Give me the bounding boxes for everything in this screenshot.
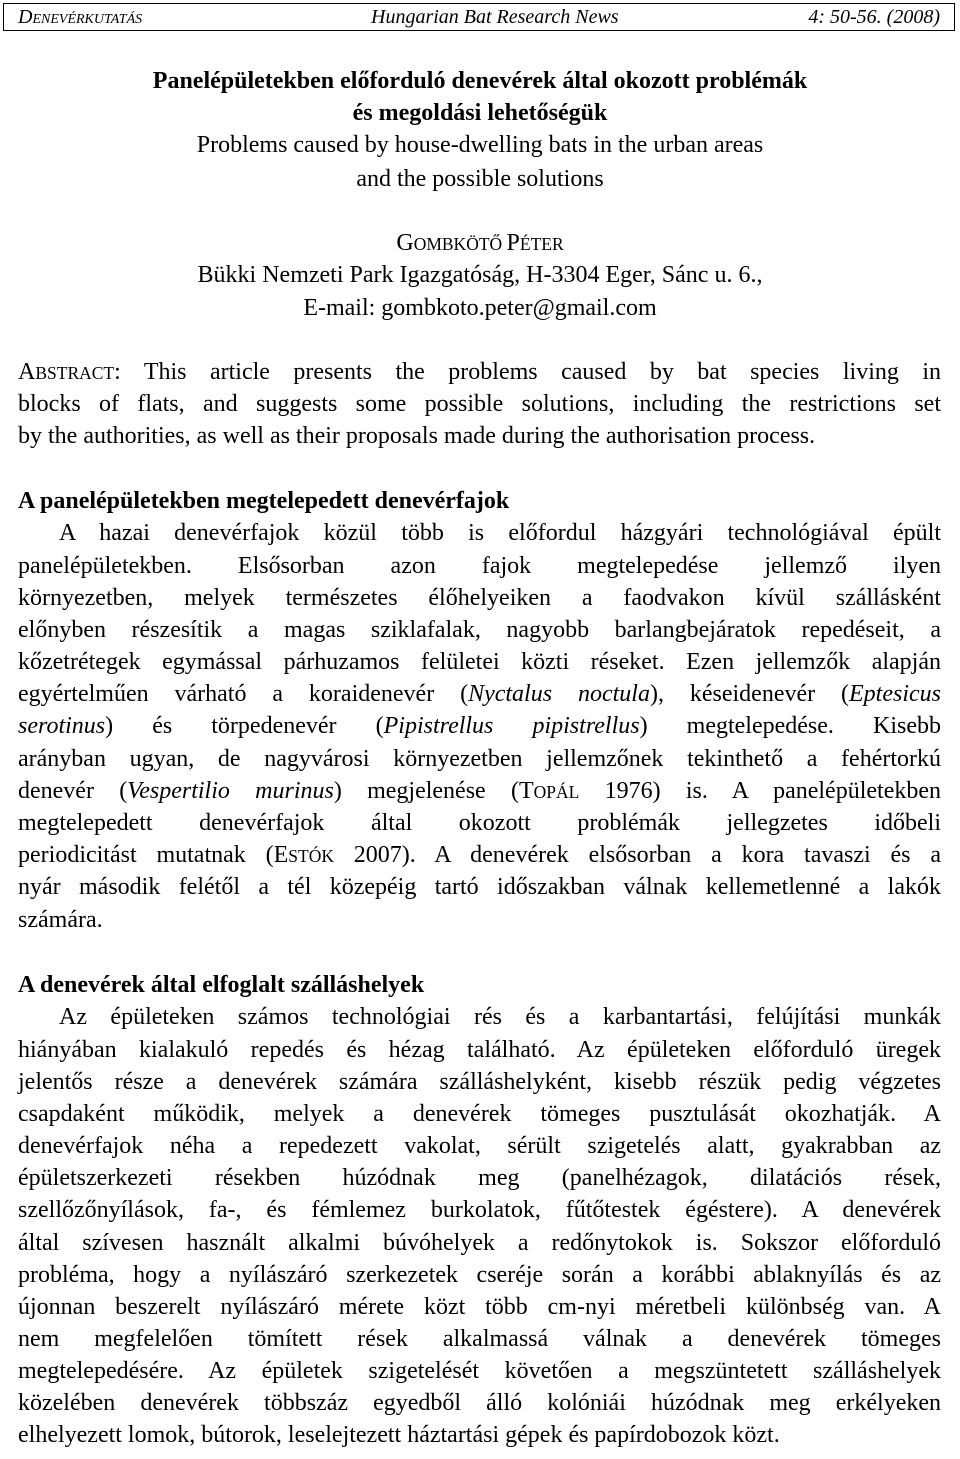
body-line: környezetben, melyek természetes élőhelyeiken a faodvakon kívül szállásként	[18, 585, 941, 611]
body-line: nem megfelelően tömített rések alkalmassá válnak a denevérek tömeges	[18, 1326, 941, 1352]
body-line: arányban ugyan, de nagyvárosi környezetben jellemzőnek tekinthető a fehértorkú	[18, 746, 941, 772]
body-line: denevér (Vespertilio murinus) megjelenése (TOPÁL 1976) is. A panelépületekben	[18, 778, 941, 804]
author-address: Bükki Nemzeti Park Igazgatóság, H-3304 Eger, Sánc u. 6.,	[197, 262, 763, 288]
body-line: egyértelműen várható a koraidenevér (Nyctalus noctula), késeidenevér (Eptesicus	[18, 681, 941, 707]
body-line: megtelepedésére. Az épületek szigetelését követően a megszüntetett szálláshelyek	[18, 1358, 941, 1384]
title-hu-line1: Panelépületekben előforduló denevérek által okozott problémák	[152, 68, 808, 94]
body-line: közelében denevérek többszáz egyedből álló kolóniái húzódnak meg erkélyeken	[18, 1390, 941, 1416]
body-line: serotinus) és törpedenevér (Pipistrellus pipistrellus) megtelepedése. Kisebb	[18, 713, 941, 739]
body-line: csapdaként működik, melyek a denevérek tömeges pusztulását okozhatják. A	[18, 1101, 941, 1127]
body-line: kőzetrétegek egymással párhuzamos felületei közti réseket. Ezen jellemzők alapján	[18, 649, 941, 675]
title-en-line1: Problems caused by house-dwelling bats in the urban areas	[196, 132, 764, 158]
body-line: hiányában kialakuló repedés és hézag található. Az épületeken előforduló üregek	[18, 1037, 941, 1063]
body-line: épületszerkezeti résekben húzódnak meg (panelhézagok, dilatációs rések,	[18, 1165, 941, 1191]
abstract-line: ABSTRACT: This article presents the problems caused by bat species living in	[18, 359, 941, 385]
title-hu-line2: és megoldási lehetőségük	[352, 100, 608, 126]
body-line: szellőzőnyílások, fa-, és fémlemez burkolatok, fűtőtestek égéstere). A denevérek	[18, 1197, 941, 1223]
journal-name-en: Hungarian Bat Research News	[371, 6, 619, 28]
body-line: elhelyezett lomok, bútorok, leselejtezett háztartási gépek és papírdobozok közt.	[18, 1422, 780, 1448]
body-line: számára.	[18, 907, 103, 933]
body-line: jelentős része a denevérek számára szálláshelyként, kisebb részük pedig végzetes	[18, 1069, 941, 1095]
body-line: denevérfajok néha a repedezett vakolat, sérült szigetelés alatt, gyakrabban az	[18, 1133, 941, 1159]
body-line: előnyben részesítik a magas sziklafalak, nagyobb barlangbejáratok repedéseit, a	[18, 617, 941, 643]
body-line: periodicitást mutatnak (ESTÓK 2007). A denevérek elsősorban a kora tavaszi és a	[18, 842, 941, 868]
body-line: probléma, hogy a nyílászáró szerkezetek cseréje során a korábbi ablaknyílás és az	[18, 1262, 941, 1288]
body-line: A hazai denevérfajok közül több is előfordul házgyári technológiával épült	[59, 520, 941, 546]
abstract-line: by the authorities, as well as their proposals made during the authorisation process.	[18, 423, 816, 449]
section-heading: A panelépületekben megtelepedett denevérfajok	[18, 488, 510, 514]
body-line: által szívesen használt alkalmi búvóhelyek a redőnytokok is. Sokszor előforduló	[18, 1230, 941, 1256]
running-header	[3, 3, 955, 31]
body-line: újonnan beszerelt nyílászáró mérete közt több cm-nyi méretbeli különbség van. A	[18, 1294, 941, 1320]
body-line: nyár második felétől a tél közepéig tartó időszakban válnak kellemetlenné a lakók	[18, 874, 941, 900]
body-line: Az épületeken számos technológiai rés és a karbantartási, felújítási munkák	[59, 1004, 941, 1030]
abstract-line: blocks of flats, and suggests some possible solutions, including the restrictions set	[18, 391, 941, 417]
body-line: megtelepedett denevérfajok által okozott problémák jellegzetes időbeli	[18, 810, 941, 836]
title-en-line2: and the possible solutions	[356, 166, 604, 192]
body-line: panelépületekben. Elsősorban azon fajok megtelepedése jellemző ilyen	[18, 553, 941, 579]
author-name: GOMBKÖTŐ PÉTER	[396, 230, 564, 256]
volume-pages: 4: 50-56. (2008)	[808, 6, 940, 28]
author-email: E-mail: gombkoto.peter@gmail.com	[303, 295, 657, 321]
journal-name-hu: DENEVÉRKUTATÁS	[18, 6, 143, 28]
section-heading: A denevérek által elfoglalt szálláshelyek	[18, 972, 425, 998]
